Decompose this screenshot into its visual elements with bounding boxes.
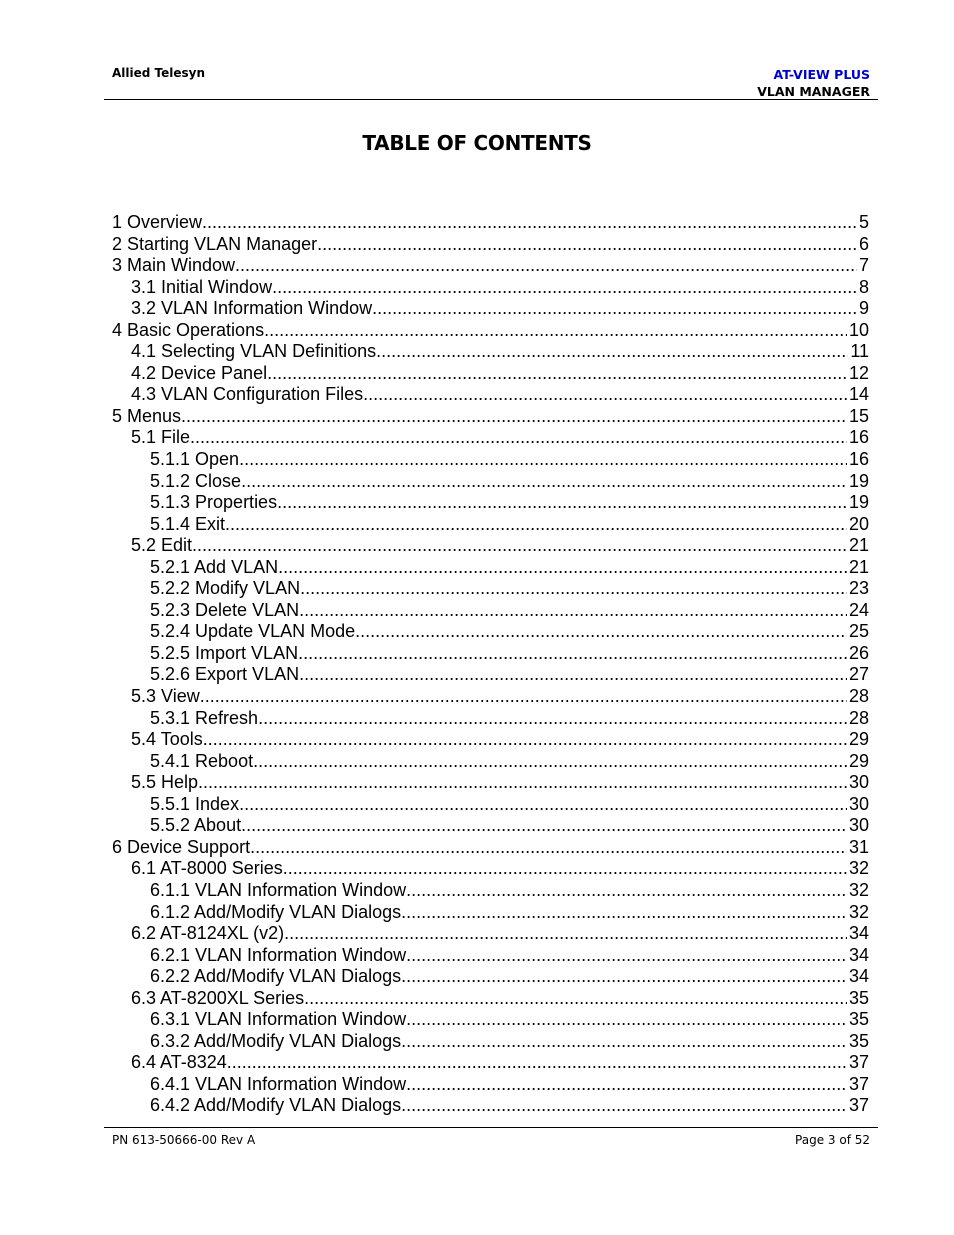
toc-entry-label: 5.5 Help bbox=[131, 772, 199, 793]
toc-entry[interactable] bbox=[112, 471, 869, 493]
toc-entry[interactable] bbox=[112, 794, 869, 816]
toc-entry[interactable] bbox=[112, 277, 869, 299]
toc-dot-leader bbox=[272, 277, 857, 299]
toc-dot-leader bbox=[239, 794, 847, 816]
toc-dot-leader bbox=[401, 902, 847, 924]
toc-entry-label: 6.4.2 Add/Modify VLAN Dialogs bbox=[150, 1095, 402, 1116]
toc-dot-leader bbox=[401, 966, 847, 988]
footer-page-number: Page 3 of 52 bbox=[795, 1133, 870, 1147]
toc-dot-leader bbox=[267, 363, 847, 385]
header-product-block bbox=[757, 66, 870, 100]
toc-dot-leader bbox=[239, 449, 847, 471]
toc-entry-label: 5.5.1 Index bbox=[150, 793, 240, 814]
toc-entry-page: 30 bbox=[848, 772, 869, 793]
toc-dot-leader bbox=[283, 858, 847, 880]
toc-entry-page: 32 bbox=[848, 879, 869, 900]
page-title: TABLE OF CONTENTS bbox=[362, 131, 592, 155]
toc-entry[interactable] bbox=[112, 643, 869, 665]
toc-entry-page: 29 bbox=[848, 750, 869, 771]
toc-entry-page: 19 bbox=[848, 470, 869, 491]
header-module: VLAN MANAGER bbox=[757, 84, 870, 99]
toc-entry-page: 26 bbox=[848, 642, 869, 663]
toc-entry[interactable] bbox=[112, 578, 869, 600]
toc-entry[interactable] bbox=[112, 1052, 869, 1074]
toc-entry-label: 5.2.3 Delete VLAN bbox=[150, 599, 300, 620]
toc-entry-page: 16 bbox=[848, 449, 869, 470]
toc-entry[interactable] bbox=[112, 363, 869, 385]
toc-entry[interactable] bbox=[112, 492, 869, 514]
toc-entry[interactable] bbox=[112, 557, 869, 579]
toc-entry-label: 5.2.5 Import VLAN bbox=[150, 642, 299, 663]
toc-entry-label: 6.1 AT-8000 Series bbox=[131, 858, 283, 879]
toc-entry-label: 1 Overview bbox=[112, 212, 203, 232]
toc-entry-label: 6.4.1 VLAN Information Window bbox=[150, 1073, 407, 1094]
toc-entry[interactable] bbox=[112, 751, 869, 773]
toc-dot-leader bbox=[181, 406, 847, 428]
toc-entry-label: 5.3 View bbox=[131, 686, 200, 707]
toc-entry-page: 37 bbox=[848, 1073, 869, 1094]
toc-entry-page: 12 bbox=[848, 362, 869, 383]
toc-entry[interactable] bbox=[112, 341, 869, 363]
toc-entry[interactable] bbox=[112, 708, 869, 730]
toc-dot-leader bbox=[299, 600, 847, 622]
toc-entry-page: 5 bbox=[858, 212, 869, 232]
toc-entry-label: 6.3.1 VLAN Information Window bbox=[150, 1009, 407, 1030]
toc-entry[interactable] bbox=[112, 320, 869, 342]
toc-entry-label: 5.3.1 Refresh bbox=[150, 707, 259, 728]
toc-entry-label: 6 Device Support bbox=[112, 836, 251, 857]
toc-dot-leader bbox=[192, 535, 847, 557]
toc-entry[interactable] bbox=[112, 406, 869, 428]
toc-dot-leader bbox=[200, 686, 847, 708]
toc-entry-page: 27 bbox=[848, 664, 869, 685]
toc-dot-leader bbox=[317, 234, 857, 256]
toc-entry-label: 5 Menus bbox=[112, 405, 182, 426]
header-product: AT-VIEW PLUS bbox=[773, 67, 870, 82]
toc-entry-label: 2 Starting VLAN Manager bbox=[112, 233, 318, 254]
toc-entry-page: 14 bbox=[848, 384, 869, 405]
footer-part-number: PN 613-50666-00 Rev A bbox=[112, 1133, 256, 1147]
toc-dot-leader bbox=[304, 988, 847, 1010]
toc-dot-leader bbox=[203, 729, 847, 751]
toc-dot-leader bbox=[277, 492, 847, 514]
toc-dot-leader bbox=[300, 578, 847, 600]
toc-entry[interactable] bbox=[112, 923, 869, 945]
table-of-contents bbox=[112, 212, 869, 1117]
toc-dot-leader bbox=[363, 384, 847, 406]
toc-entry-page: 28 bbox=[848, 686, 869, 707]
toc-entry[interactable] bbox=[112, 449, 869, 471]
toc-entry-label: 6.1.2 Add/Modify VLAN Dialogs bbox=[150, 901, 402, 922]
toc-entry-page: 9 bbox=[858, 298, 869, 319]
toc-entry[interactable] bbox=[112, 686, 869, 708]
toc-entry-label: 6.2 AT-8124XL (v2) bbox=[131, 923, 285, 944]
toc-entry-label: 6.4 AT-8324 bbox=[131, 1052, 227, 1073]
toc-entry-label: 5.2 Edit bbox=[131, 535, 193, 556]
toc-entry-page: 25 bbox=[848, 621, 869, 642]
toc-dot-leader bbox=[253, 751, 847, 773]
header-rule bbox=[104, 99, 878, 100]
toc-entry-page: 32 bbox=[848, 901, 869, 922]
toc-entry-page: 28 bbox=[848, 707, 869, 728]
toc-dot-leader bbox=[202, 212, 857, 234]
toc-dot-leader bbox=[406, 1074, 847, 1096]
toc-entry-page: 19 bbox=[848, 492, 869, 513]
toc-entry-label: 5.1.2 Close bbox=[150, 470, 242, 491]
toc-entry-page: 37 bbox=[848, 1095, 869, 1116]
toc-entry-label: 3.1 Initial Window bbox=[131, 276, 273, 297]
toc-dot-leader bbox=[278, 557, 847, 579]
toc-entry-page: 35 bbox=[848, 1009, 869, 1030]
toc-dot-leader bbox=[241, 815, 847, 837]
toc-entry[interactable] bbox=[112, 966, 869, 988]
toc-entry[interactable] bbox=[112, 945, 869, 967]
toc-entry-label: 3.2 VLAN Information Window bbox=[131, 298, 373, 319]
toc-entry-label: 5.1.4 Exit bbox=[150, 513, 226, 534]
toc-entry-page: 10 bbox=[848, 319, 869, 340]
toc-entry-page: 15 bbox=[848, 405, 869, 426]
toc-dot-leader bbox=[401, 1095, 847, 1117]
toc-entry-page: 20 bbox=[848, 513, 869, 534]
toc-dot-leader bbox=[406, 945, 847, 967]
toc-entry-label: 5.1 File bbox=[131, 427, 191, 448]
toc-entry-label: 6.1.1 VLAN Information Window bbox=[150, 879, 407, 900]
toc-dot-leader bbox=[299, 664, 847, 686]
toc-dot-leader bbox=[406, 880, 847, 902]
toc-dot-leader bbox=[376, 341, 848, 363]
toc-entry[interactable] bbox=[112, 427, 869, 449]
toc-entry[interactable] bbox=[112, 212, 869, 234]
toc-entry[interactable] bbox=[112, 298, 869, 320]
toc-entry[interactable] bbox=[112, 1074, 869, 1096]
toc-entry-page: 6 bbox=[858, 233, 869, 254]
toc-entry-label: 4.1 Selecting VLAN Definitions bbox=[131, 341, 377, 362]
toc-dot-leader bbox=[406, 1009, 847, 1031]
toc-entry[interactable] bbox=[112, 234, 869, 256]
toc-entry-page: 7 bbox=[858, 255, 869, 276]
toc-entry-label: 5.4 Tools bbox=[131, 729, 203, 750]
toc-entry[interactable] bbox=[112, 255, 869, 277]
toc-entry[interactable] bbox=[112, 514, 869, 536]
toc-entry[interactable] bbox=[112, 600, 869, 622]
toc-dot-leader bbox=[284, 923, 847, 945]
toc-dot-leader bbox=[227, 1052, 847, 1074]
toc-entry-page: 11 bbox=[850, 341, 869, 362]
toc-entry[interactable] bbox=[112, 664, 869, 686]
toc-entry-page: 30 bbox=[848, 793, 869, 814]
toc-entry[interactable] bbox=[112, 1009, 869, 1031]
toc-dot-leader bbox=[190, 427, 847, 449]
toc-entry-page: 30 bbox=[848, 815, 869, 836]
toc-entry-label: 5.1.3 Properties bbox=[150, 492, 278, 513]
toc-entry-page: 8 bbox=[858, 276, 869, 297]
toc-dot-leader bbox=[401, 1031, 847, 1053]
toc-entry[interactable] bbox=[112, 1031, 869, 1053]
toc-entry-page: 31 bbox=[848, 836, 869, 857]
toc-entry-label: 4.3 VLAN Configuration Files bbox=[131, 384, 364, 405]
toc-dot-leader bbox=[355, 621, 847, 643]
toc-entry-page: 21 bbox=[848, 556, 869, 577]
toc-entry-label: 6.2.2 Add/Modify VLAN Dialogs bbox=[150, 966, 402, 987]
toc-entry[interactable] bbox=[112, 772, 869, 794]
footer-rule bbox=[104, 1127, 878, 1128]
toc-entry-page: 34 bbox=[848, 966, 869, 987]
toc-entry-label: 5.2.1 Add VLAN bbox=[150, 556, 279, 577]
toc-dot-leader bbox=[298, 643, 847, 665]
toc-entry-page: 35 bbox=[848, 987, 869, 1008]
toc-entry-label: 5.4.1 Reboot bbox=[150, 750, 254, 771]
toc-entry-page: 32 bbox=[848, 858, 869, 879]
toc-entry-label: 4 Basic Operations bbox=[112, 319, 265, 340]
toc-entry-page: 34 bbox=[848, 944, 869, 965]
toc-entry-page: 16 bbox=[848, 427, 869, 448]
toc-dot-leader bbox=[198, 772, 847, 794]
toc-dot-leader bbox=[235, 255, 857, 277]
toc-entry-label: 6.2.1 VLAN Information Window bbox=[150, 944, 407, 965]
toc-entry[interactable] bbox=[112, 880, 869, 902]
toc-entry[interactable] bbox=[112, 535, 869, 557]
toc-dot-leader bbox=[250, 837, 847, 859]
toc-entry-page: 35 bbox=[848, 1030, 869, 1051]
toc-entry-page: 24 bbox=[848, 599, 869, 620]
toc-entry-label: 5.5.2 About bbox=[150, 815, 242, 836]
header-company: Allied Telesyn bbox=[112, 66, 206, 80]
toc-entry[interactable] bbox=[112, 621, 869, 643]
toc-entry-label: 5.2.4 Update VLAN Mode bbox=[150, 621, 356, 642]
toc-entry[interactable] bbox=[112, 1095, 869, 1117]
toc-entry-label: 5.1.1 Open bbox=[150, 449, 240, 470]
toc-dot-leader bbox=[372, 298, 857, 320]
toc-entry-label: 5.2.6 Export VLAN bbox=[150, 664, 300, 685]
toc-entry[interactable] bbox=[112, 837, 869, 859]
toc-entry-page: 23 bbox=[848, 578, 869, 599]
toc-entry[interactable] bbox=[112, 815, 869, 837]
toc-dot-leader bbox=[258, 708, 847, 730]
toc-entry-label: 3 Main Window bbox=[112, 255, 236, 276]
toc-entry-page: 21 bbox=[848, 535, 869, 556]
toc-entry[interactable] bbox=[112, 988, 869, 1010]
toc-dot-leader bbox=[225, 514, 847, 536]
toc-entry-label: 6.3 AT-8200XL Series bbox=[131, 987, 305, 1008]
toc-entry-label: 5.2.2 Modify VLAN bbox=[150, 578, 301, 599]
toc-dot-leader bbox=[241, 471, 847, 493]
toc-entry[interactable] bbox=[112, 729, 869, 751]
toc-entry-page: 37 bbox=[848, 1052, 869, 1073]
toc-entry-label: 6.3.2 Add/Modify VLAN Dialogs bbox=[150, 1030, 402, 1051]
toc-entry[interactable] bbox=[112, 902, 869, 924]
toc-dot-leader bbox=[264, 320, 847, 342]
toc-entry[interactable] bbox=[112, 858, 869, 880]
toc-entry-label: 4.2 Device Panel bbox=[131, 362, 268, 383]
toc-entry[interactable] bbox=[112, 384, 869, 406]
toc-entry-page: 29 bbox=[848, 729, 869, 750]
toc-entry-page: 34 bbox=[848, 923, 869, 944]
